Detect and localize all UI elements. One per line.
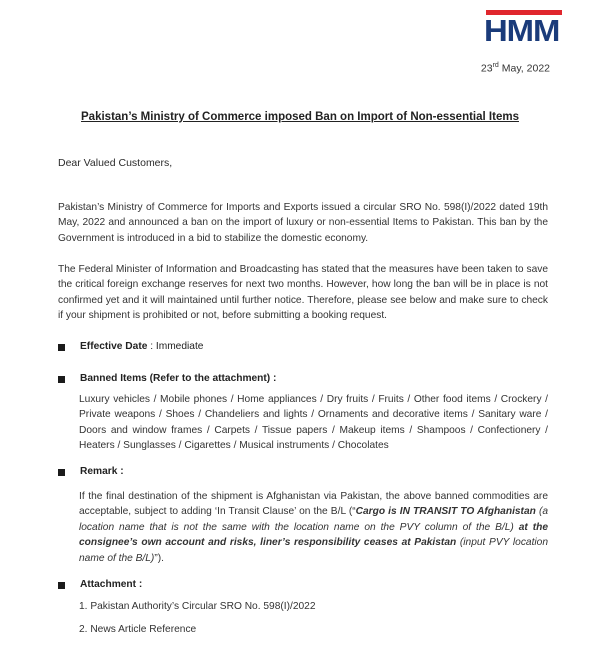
paragraph-measures: The Federal Minister of Information and Broadcasting has stated that the measures have been taken to save the critical foreign exchange reserves for next two months. However, how long the ban will be in place is not confirmed yet and it will maintained until further notice. Therefore, please see below and make sure to check if your shipment is prohibited or not, before submitting a booking request. <box>58 264 548 322</box>
bullet-square-icon <box>58 582 65 589</box>
remark-label: Remark : <box>80 466 124 477</box>
bullet-square-icon <box>58 344 65 351</box>
greeting: Dear Valued Customers, <box>58 157 173 169</box>
logo-wordmark: HMM <box>484 13 560 48</box>
paragraph-circular: Pakistan’s Ministry of Commerce for Imports and Exports issued a circular SRO No. 598(I)/2022 dated 19th May, 2022 and announced a ban on the import of luxury or non-essential Items to Pakistan. This ban by the Government is introduced in a bid to stabilize the domestic economy. <box>58 202 548 244</box>
date-suffix: rd <box>492 62 499 69</box>
effective-date-value: : Immediate <box>147 341 204 352</box>
effective-date-label: Effective Date <box>80 341 148 352</box>
attachment-item: 2. News Article Reference <box>79 624 197 635</box>
document-date <box>481 62 550 75</box>
date-day: 23 <box>480 62 493 75</box>
banned-items-list: Luxury vehicles / Mobile phones / Home appliances / Dry fruits / Fruits / Other food items / Crockery / Private weapons / Shoes / Chandeliers and lights / Ornaments and decorative items / Sanitary ware / Doors and window frames / Carpets / Tissue papers / Makeup items / Shampoos / Confectionery / Heaters / Sunglasses / Cigarettes / Musical instruments / Chocolates <box>79 394 548 452</box>
attachment-label: Attachment : <box>80 579 143 590</box>
attachment-item: 1. Pakistan Authority’s Circular SRO No. 598(I)/2022 <box>79 601 316 612</box>
remark-text: If the final destination of the shipment is Afghanistan via Pakistan, the above banned commodities are acceptable, subject to adding ‘In Transit Clause’ on the B/L (“Cargo is IN TRANSIT TO Afghanistan (a location name that is not the same with the location name on the PVY column of the B/L) at the consignee’s own account and risks, liner’s responsibility ceases at Pakistan (input PVY location name of the B/L)”). <box>79 491 549 564</box>
bullet-square-icon <box>58 376 65 383</box>
date-rest: May, 2022 <box>498 62 550 75</box>
hmm-logo <box>484 10 562 48</box>
document-title: Pakistan’s Ministry of Commerce imposed Ban on Import of Non-essential Items <box>81 111 519 123</box>
banned-items-label: Banned Items (Refer to the attachment) : <box>80 373 277 384</box>
bullet-square-icon <box>58 469 65 476</box>
